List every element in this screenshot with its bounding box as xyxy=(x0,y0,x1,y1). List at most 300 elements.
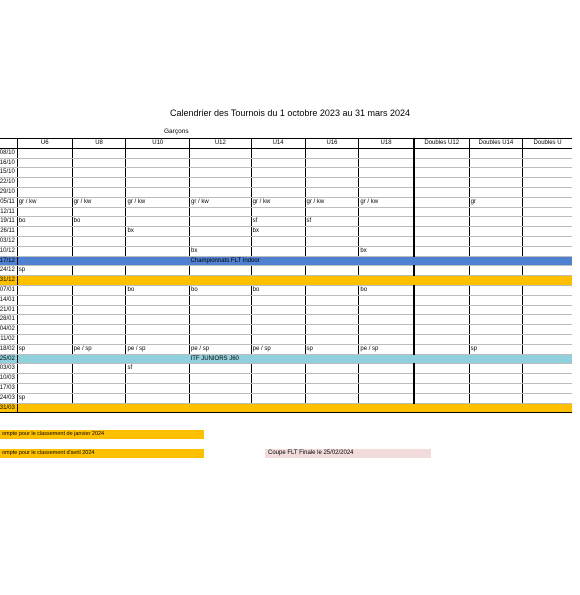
column-header: Doubles U12 xyxy=(414,139,469,149)
table-cell xyxy=(17,285,72,295)
banner-cell xyxy=(414,354,469,364)
table-cell xyxy=(469,227,522,237)
table-cell xyxy=(414,374,469,384)
table-cell xyxy=(72,207,126,217)
table-row xyxy=(0,178,572,188)
table-cell xyxy=(126,178,190,188)
table-cell: gr / kw xyxy=(190,197,252,207)
table-cell xyxy=(414,246,469,256)
row-date: 15/10 xyxy=(0,168,17,178)
table-cell xyxy=(17,374,72,384)
table-cell xyxy=(126,374,190,384)
table-cell: bo xyxy=(126,285,190,295)
banner-cell xyxy=(126,354,190,364)
table-cell xyxy=(359,178,414,188)
table-cell: sp xyxy=(17,393,72,403)
table-row xyxy=(0,266,572,276)
table-cell xyxy=(523,285,572,295)
note-coupe-flt: Coupe FLT Finale le 25/02/2024 xyxy=(265,449,431,458)
table-cell xyxy=(359,325,414,335)
table-cell xyxy=(523,197,572,207)
table-cell xyxy=(523,344,572,354)
table-cell xyxy=(251,168,305,178)
table-cell xyxy=(305,266,359,276)
table-cell: bx xyxy=(190,246,252,256)
table-cell xyxy=(72,305,126,315)
row-date: 22/10 xyxy=(0,178,17,188)
table-cell xyxy=(359,187,414,197)
table-cell xyxy=(359,305,414,315)
table-cell xyxy=(126,148,190,158)
table-cell xyxy=(72,325,126,335)
table-row xyxy=(0,393,572,403)
table-cell xyxy=(414,383,469,393)
table-cell xyxy=(414,315,469,325)
table-cell xyxy=(126,246,190,256)
table-cell xyxy=(190,227,252,237)
table-cell xyxy=(305,285,359,295)
banner-cell xyxy=(126,256,190,266)
row-date: 05/11 xyxy=(0,197,17,207)
table-cell xyxy=(414,334,469,344)
table-cell xyxy=(523,266,572,276)
table-cell xyxy=(414,207,469,217)
table-cell xyxy=(17,236,72,246)
table-cell xyxy=(190,236,252,246)
banner-cell xyxy=(72,256,126,266)
table-cell xyxy=(523,158,572,168)
table-cell xyxy=(72,295,126,305)
table-cell xyxy=(469,158,522,168)
table-cell xyxy=(523,383,572,393)
table-cell xyxy=(72,168,126,178)
tournament-calendar-table xyxy=(0,138,572,413)
table-cell xyxy=(251,148,305,158)
row-date: 24/12 xyxy=(0,266,17,276)
table-cell xyxy=(359,334,414,344)
table-cell xyxy=(523,315,572,325)
table-row xyxy=(0,187,572,197)
table-cell xyxy=(17,168,72,178)
table-row xyxy=(0,374,572,384)
table-cell xyxy=(190,305,252,315)
table-cell xyxy=(359,148,414,158)
table-cell: bo xyxy=(17,217,72,227)
table-cell xyxy=(469,285,522,295)
table-row xyxy=(0,315,572,325)
row-date: 28/01 xyxy=(0,315,17,325)
table-cell xyxy=(305,374,359,384)
table-cell xyxy=(126,383,190,393)
table-cell xyxy=(190,158,252,168)
table-cell xyxy=(190,295,252,305)
table-cell: bx xyxy=(251,227,305,237)
row-date: 31/12 xyxy=(0,276,17,286)
table-cell xyxy=(469,187,522,197)
table-cell xyxy=(251,207,305,217)
note-january-ranking: ompte pour le classement de janvier 2024 xyxy=(0,430,204,439)
table-cell: bo xyxy=(251,285,305,295)
table-row xyxy=(0,344,572,354)
banner-cell xyxy=(469,354,522,364)
table-cell xyxy=(523,187,572,197)
table-cell xyxy=(305,305,359,315)
table-cell xyxy=(190,334,252,344)
table-cell xyxy=(414,266,469,276)
table-cell xyxy=(469,325,522,335)
table-row xyxy=(0,403,572,413)
table-cell xyxy=(359,158,414,168)
table-row xyxy=(0,295,572,305)
table-cell xyxy=(359,393,414,403)
banner-cell xyxy=(17,354,72,364)
table-cell: pe / sp xyxy=(72,344,126,354)
table-cell: sp xyxy=(305,344,359,354)
table-cell: gr xyxy=(469,197,522,207)
banner-cell xyxy=(469,276,522,286)
table-cell: pe / sp xyxy=(126,344,190,354)
table-cell xyxy=(72,236,126,246)
table-cell xyxy=(126,207,190,217)
table-cell xyxy=(126,217,190,227)
table-cell xyxy=(190,315,252,325)
table-cell xyxy=(523,246,572,256)
table-cell xyxy=(190,178,252,188)
table-cell xyxy=(523,207,572,217)
table-cell xyxy=(305,334,359,344)
table-cell xyxy=(17,178,72,188)
table-cell xyxy=(414,187,469,197)
table-cell xyxy=(469,207,522,217)
table-cell xyxy=(469,168,522,178)
table-cell xyxy=(523,295,572,305)
table-cell: sp xyxy=(469,344,522,354)
table-cell xyxy=(251,334,305,344)
table-row xyxy=(0,364,572,374)
banner-cell xyxy=(414,403,469,413)
table-cell xyxy=(359,374,414,384)
banner-cell xyxy=(72,276,126,286)
table-cell xyxy=(190,325,252,335)
table-cell xyxy=(251,158,305,168)
table-cell xyxy=(126,266,190,276)
table-cell: bo xyxy=(72,217,126,227)
banner-cell xyxy=(72,403,126,413)
table-row xyxy=(0,276,572,286)
table-cell xyxy=(17,315,72,325)
row-date: 11/02 xyxy=(0,334,17,344)
table-row xyxy=(0,197,572,207)
table-cell xyxy=(305,315,359,325)
table-cell xyxy=(17,227,72,237)
row-date: 26/11 xyxy=(0,227,17,237)
table-cell xyxy=(190,217,252,227)
banner-cell xyxy=(523,403,572,413)
table-header-row xyxy=(0,139,572,149)
table-cell xyxy=(72,334,126,344)
table-cell xyxy=(126,334,190,344)
table-cell xyxy=(469,236,522,246)
table-cell xyxy=(523,393,572,403)
table-cell xyxy=(469,374,522,384)
table-row xyxy=(0,334,572,344)
table-cell: gr / kw xyxy=(305,197,359,207)
table-cell xyxy=(190,168,252,178)
table-cell xyxy=(523,364,572,374)
table-cell xyxy=(17,305,72,315)
table-cell xyxy=(469,334,522,344)
row-date: 19/11 xyxy=(0,217,17,227)
table-cell xyxy=(469,364,522,374)
table-cell xyxy=(72,383,126,393)
row-date: 21/01 xyxy=(0,305,17,315)
row-date: 04/02 xyxy=(0,325,17,335)
table-cell xyxy=(305,325,359,335)
table-cell: gr / kw xyxy=(251,197,305,207)
row-date: 16/10 xyxy=(0,158,17,168)
table-cell xyxy=(359,364,414,374)
table-cell xyxy=(72,187,126,197)
table-cell xyxy=(72,227,126,237)
table-cell xyxy=(305,393,359,403)
table-cell xyxy=(469,148,522,158)
table-cell: sf xyxy=(305,217,359,227)
table-cell xyxy=(17,364,72,374)
table-cell xyxy=(414,148,469,158)
table-cell xyxy=(414,227,469,237)
table-row xyxy=(0,354,572,364)
column-header: U12 xyxy=(190,139,252,149)
banner-cell xyxy=(523,354,572,364)
table-cell xyxy=(126,295,190,305)
table-cell: bx xyxy=(126,227,190,237)
table-cell xyxy=(17,334,72,344)
table-row xyxy=(0,207,572,217)
table-cell xyxy=(414,158,469,168)
table-cell: bo xyxy=(359,285,414,295)
table-cell xyxy=(190,148,252,158)
table-cell xyxy=(251,374,305,384)
table-cell xyxy=(251,236,305,246)
table-row xyxy=(0,285,572,295)
table-cell: gr / kw xyxy=(17,197,72,207)
table-cell xyxy=(414,295,469,305)
column-header: U18 xyxy=(359,139,414,149)
table-cell xyxy=(305,187,359,197)
table-row xyxy=(0,158,572,168)
table-cell xyxy=(17,158,72,168)
table-cell xyxy=(190,374,252,384)
table-cell xyxy=(359,207,414,217)
table-cell: bo xyxy=(190,285,252,295)
table-cell xyxy=(305,178,359,188)
table-cell xyxy=(72,178,126,188)
row-date: 14/01 xyxy=(0,295,17,305)
table-cell xyxy=(251,295,305,305)
table-cell xyxy=(251,246,305,256)
table-cell xyxy=(251,305,305,315)
row-date: 31/03 xyxy=(0,403,17,413)
table-cell xyxy=(469,217,522,227)
banner-label: Championnats FLT Indoor xyxy=(190,256,414,266)
table-cell xyxy=(305,158,359,168)
row-date: 17/12 xyxy=(0,256,17,266)
table-cell xyxy=(359,168,414,178)
table-cell xyxy=(251,383,305,393)
banner-cell xyxy=(72,354,126,364)
table-cell xyxy=(251,266,305,276)
table-cell xyxy=(126,236,190,246)
row-date: 03/12 xyxy=(0,236,17,246)
table-cell xyxy=(17,187,72,197)
table-row xyxy=(0,148,572,158)
table-cell xyxy=(190,383,252,393)
table-row xyxy=(0,246,572,256)
table-row xyxy=(0,305,572,315)
table-cell xyxy=(523,168,572,178)
table-cell xyxy=(251,393,305,403)
banner-label xyxy=(190,276,414,286)
table-cell xyxy=(305,383,359,393)
banner-cell xyxy=(17,256,72,266)
table-cell: pe / sp xyxy=(251,344,305,354)
banner-cell xyxy=(523,256,572,266)
row-date: 25/02 xyxy=(0,354,17,364)
table-cell xyxy=(251,315,305,325)
table-cell xyxy=(17,246,72,256)
table-cell xyxy=(359,315,414,325)
row-date: 03/03 xyxy=(0,364,17,374)
table-cell xyxy=(126,305,190,315)
column-header: U8 xyxy=(72,139,126,149)
row-date: 29/10 xyxy=(0,187,17,197)
note-april-ranking: ompte pour le classement d'avril 2024 xyxy=(0,449,204,458)
table-cell xyxy=(523,227,572,237)
column-header xyxy=(0,139,17,149)
table-cell xyxy=(469,393,522,403)
banner-cell xyxy=(469,403,522,413)
row-date: 18/02 xyxy=(0,344,17,354)
table-cell xyxy=(469,315,522,325)
table-cell xyxy=(305,236,359,246)
table-row xyxy=(0,168,572,178)
banner-label xyxy=(190,403,414,413)
row-date: 24/03 xyxy=(0,393,17,403)
table-cell xyxy=(414,168,469,178)
table-cell xyxy=(469,178,522,188)
banner-cell xyxy=(126,276,190,286)
table-cell xyxy=(72,285,126,295)
table-cell xyxy=(190,393,252,403)
table-cell xyxy=(523,236,572,246)
table-cell: gr / kw xyxy=(126,197,190,207)
banner-cell xyxy=(126,403,190,413)
table-cell xyxy=(17,383,72,393)
page-title: Calendrier des Tournois du 1 octobre 2023 au 31 mars 2024 xyxy=(170,108,410,118)
banner-cell xyxy=(523,276,572,286)
table-cell xyxy=(305,295,359,305)
table-row xyxy=(0,227,572,237)
table-cell xyxy=(72,148,126,158)
table-cell xyxy=(72,374,126,384)
table-cell xyxy=(72,315,126,325)
banner-cell xyxy=(414,256,469,266)
row-date: 17/03 xyxy=(0,383,17,393)
table-cell: gr / kw xyxy=(359,197,414,207)
table-cell xyxy=(72,246,126,256)
table-cell xyxy=(126,187,190,197)
table-cell xyxy=(359,383,414,393)
table-cell xyxy=(469,383,522,393)
table-cell: pe / sp xyxy=(359,344,414,354)
banner-label: ITF JUNIORS J60 xyxy=(190,354,414,364)
table-row xyxy=(0,217,572,227)
table-cell xyxy=(359,217,414,227)
table-cell: sf xyxy=(251,217,305,227)
table-cell xyxy=(190,266,252,276)
table-cell xyxy=(414,305,469,315)
table-cell xyxy=(414,393,469,403)
table-cell: sp xyxy=(17,344,72,354)
row-date: 10/03 xyxy=(0,374,17,384)
table-cell xyxy=(523,148,572,158)
table-cell: sp xyxy=(17,266,72,276)
table-cell xyxy=(523,217,572,227)
table-cell xyxy=(414,217,469,227)
table-cell xyxy=(17,295,72,305)
column-header: U10 xyxy=(126,139,190,149)
group-label: Garçons xyxy=(164,128,189,135)
table-cell xyxy=(72,364,126,374)
table-cell xyxy=(72,158,126,168)
table-cell: bx xyxy=(359,246,414,256)
table-cell xyxy=(414,364,469,374)
table-cell xyxy=(359,227,414,237)
banner-cell xyxy=(17,403,72,413)
table-row xyxy=(0,383,572,393)
row-date: 12/11 xyxy=(0,207,17,217)
table-cell xyxy=(126,158,190,168)
table-cell: gr / kw xyxy=(72,197,126,207)
banner-cell xyxy=(469,256,522,266)
column-header: Doubles U14 xyxy=(469,139,522,149)
table-cell: sf xyxy=(126,364,190,374)
row-date: 07/01 xyxy=(0,285,17,295)
table-cell xyxy=(126,393,190,403)
table-cell xyxy=(126,325,190,335)
table-cell xyxy=(359,295,414,305)
table-row xyxy=(0,256,572,266)
column-header: U16 xyxy=(305,139,359,149)
table-cell xyxy=(414,344,469,354)
table-cell xyxy=(523,374,572,384)
table-cell xyxy=(523,305,572,315)
table-cell xyxy=(359,236,414,246)
table-cell xyxy=(469,246,522,256)
table-cell xyxy=(414,236,469,246)
table-cell xyxy=(305,364,359,374)
table-cell xyxy=(251,364,305,374)
table-cell xyxy=(72,393,126,403)
table-cell xyxy=(359,266,414,276)
table-cell xyxy=(190,187,252,197)
table-cell xyxy=(414,197,469,207)
table-cell xyxy=(305,246,359,256)
row-date: 08/10 xyxy=(0,148,17,158)
table-cell xyxy=(126,168,190,178)
table-cell xyxy=(523,334,572,344)
table-cell xyxy=(126,315,190,325)
